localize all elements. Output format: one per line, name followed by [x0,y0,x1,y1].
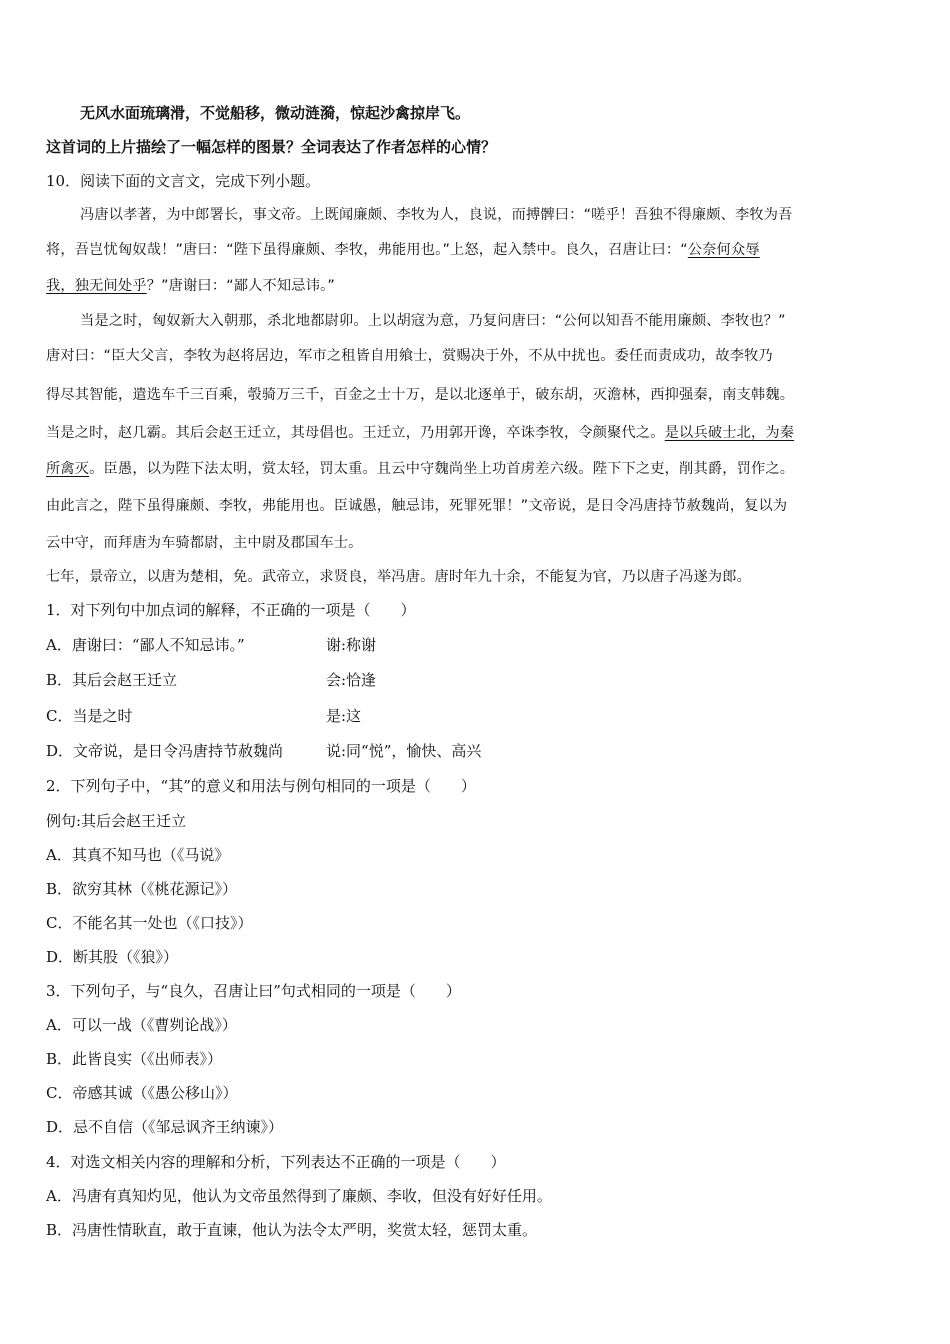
q9-prompt: 这首词的上片描绘了一幅怎样的图景？全词表达了作者怎样的心情？ [46,138,497,156]
q2-option-d: D．断其股（《狼》） [46,948,179,966]
passage-p2-line5 [46,459,908,479]
q2-stem: 2．下列句子中，“其”的意义和用法与例句相同的一项是（ ） [46,777,476,795]
q3-option-c: C．帝感其诚（《愚公移山》） [46,1084,238,1102]
q3-option-b: B．此皆良实（《出师表》） [46,1050,223,1068]
passage-text: 将，吾岂忧匈奴哉！”唐曰：“陛下虽得廉颇、李牧，弗能用也。”上怒，起入禁中。良久，召唐让曰：“ [46,242,688,258]
passage-p2-line7: 云中守，而拜唐为车骑都尉，主中尉及郡国车士。 [46,535,363,551]
option-text: D．文帝说，是日令冯唐持节赦魏尚 [46,742,284,760]
q3-stem: 3．下列句子，与“良久，召唐让曰”句式相同的一项是（ ） [46,982,461,1000]
q1-option-a [46,635,908,655]
poem-line: 无风水面琉璃滑，不觉船移，微动涟漪，惊起沙禽掠岸飞。 [80,104,471,122]
passage-p2-line3: 得尽其智能，遣选车千三百乘，彀骑万三千，百金之士十万，是以北逐单于，破东胡，灭澹林，西抑强秦，南支韩魏。 [46,387,795,403]
underlined-phrase: 公奈何众辱 [687,242,760,258]
option-text: B．其后会赵王迁立 [46,671,178,689]
q4-stem: 4．对选文相关内容的理解和分析，下列表达不正确的一项是（ ） [46,1153,506,1171]
q10-title: 10．阅读下面的文言文，完成下列小题。 [46,172,321,190]
underlined-phrase: 所禽灭 [46,461,90,477]
q3-option-a: A．可以一战（《曹刿论战》） [46,1016,237,1034]
passage-p1-line2 [46,240,908,260]
underlined-phrase: 我，独无间处乎 [46,278,147,294]
passage-p2-line1: 当是之时，匈奴新大入朝那，杀北地都尉卯。上以胡寇为意，乃复问唐曰：“公何以知吾不能用廉颇、李牧也？” [80,313,786,329]
passage-text: ？”唐谢曰：“鄙人不知忌讳。” [146,278,335,294]
underlined-phrase: 是以兵破士北，为秦 [664,425,795,441]
q1-option-d [46,741,908,761]
passage-p2-line2: 唐对曰：“臣大父言，李牧为赵将居边，军市之租皆自用飨士，赏赐决于外，不从中扰也。委任而责成功，故李牧乃 [46,348,773,364]
option-text: A．唐谢曰：“鄙人不知忌讳。” [46,636,245,654]
q4-option-b: B．冯唐性情耿直，敢于直谏，他认为法令太严明，奖赏太轻，惩罚太重。 [46,1221,538,1239]
passage-p1-line1: 冯唐以孝著，为中郎署长，事文帝。上既闻廉颇、李牧为人，良说，而搏髀曰：“嗟乎！吾独不得廉颇、李牧为吾 [80,207,793,223]
option-gloss: 会:恰逢 [326,671,377,689]
q1-option-c [46,706,908,726]
passage-p2-line4 [46,423,908,443]
q1-option-b [46,670,908,690]
option-gloss: 说:同“悦”，愉快、高兴 [326,742,482,760]
passage-text: 。臣愚，以为陛下法太明，赏太轻，罚太重。且云中守魏尚坐上功首虏差六级。陛下下之吏，削其爵，罚作之。 [89,461,795,477]
q2-option-c: C．不能名其一处也（《口技》） [46,914,253,932]
option-gloss: 是:这 [326,707,362,725]
q2-option-b: B．欲穷其林（《桃花源记》） [46,880,238,898]
passage-p3-line1: 七年，景帝立，以唐为楚相，免。武帝立，求贤良，举冯唐。唐时年九十余，不能复为官，乃以唐子冯遂为郎。 [46,569,751,585]
passage-p1-line3 [46,276,908,296]
q2-option-a: A．其真不知马也（《马说》 [46,846,230,864]
q2-example: 例句:其后会赵王迁立 [46,812,187,830]
option-text: C．当是之时 [46,707,133,725]
q1-stem: 1．对下列句中加点词的解释，不正确的一项是（ ） [46,601,416,619]
passage-p2-line6: 由此言之，陛下虽得廉颇、李牧，弗能用也。臣诚愚，触忌讳，死罪死罪！”文帝说，是日令冯唐持节赦魏尚，复以为 [46,498,788,514]
q4-option-a: A．冯唐有真知灼见，他认为文帝虽然得到了廉颇、李收，但没有好好任用。 [46,1187,552,1205]
option-gloss: 谢:称谢 [326,636,377,654]
passage-text: 当是之时，赵几霸。其后会赵王迁立，其母倡也。王迁立，乃用郭开谗，卒诛李牧，令颜聚代之。 [46,425,665,441]
q3-option-d: D．忌不自信（《邹忌讽齐王纳谏》） [46,1118,284,1136]
